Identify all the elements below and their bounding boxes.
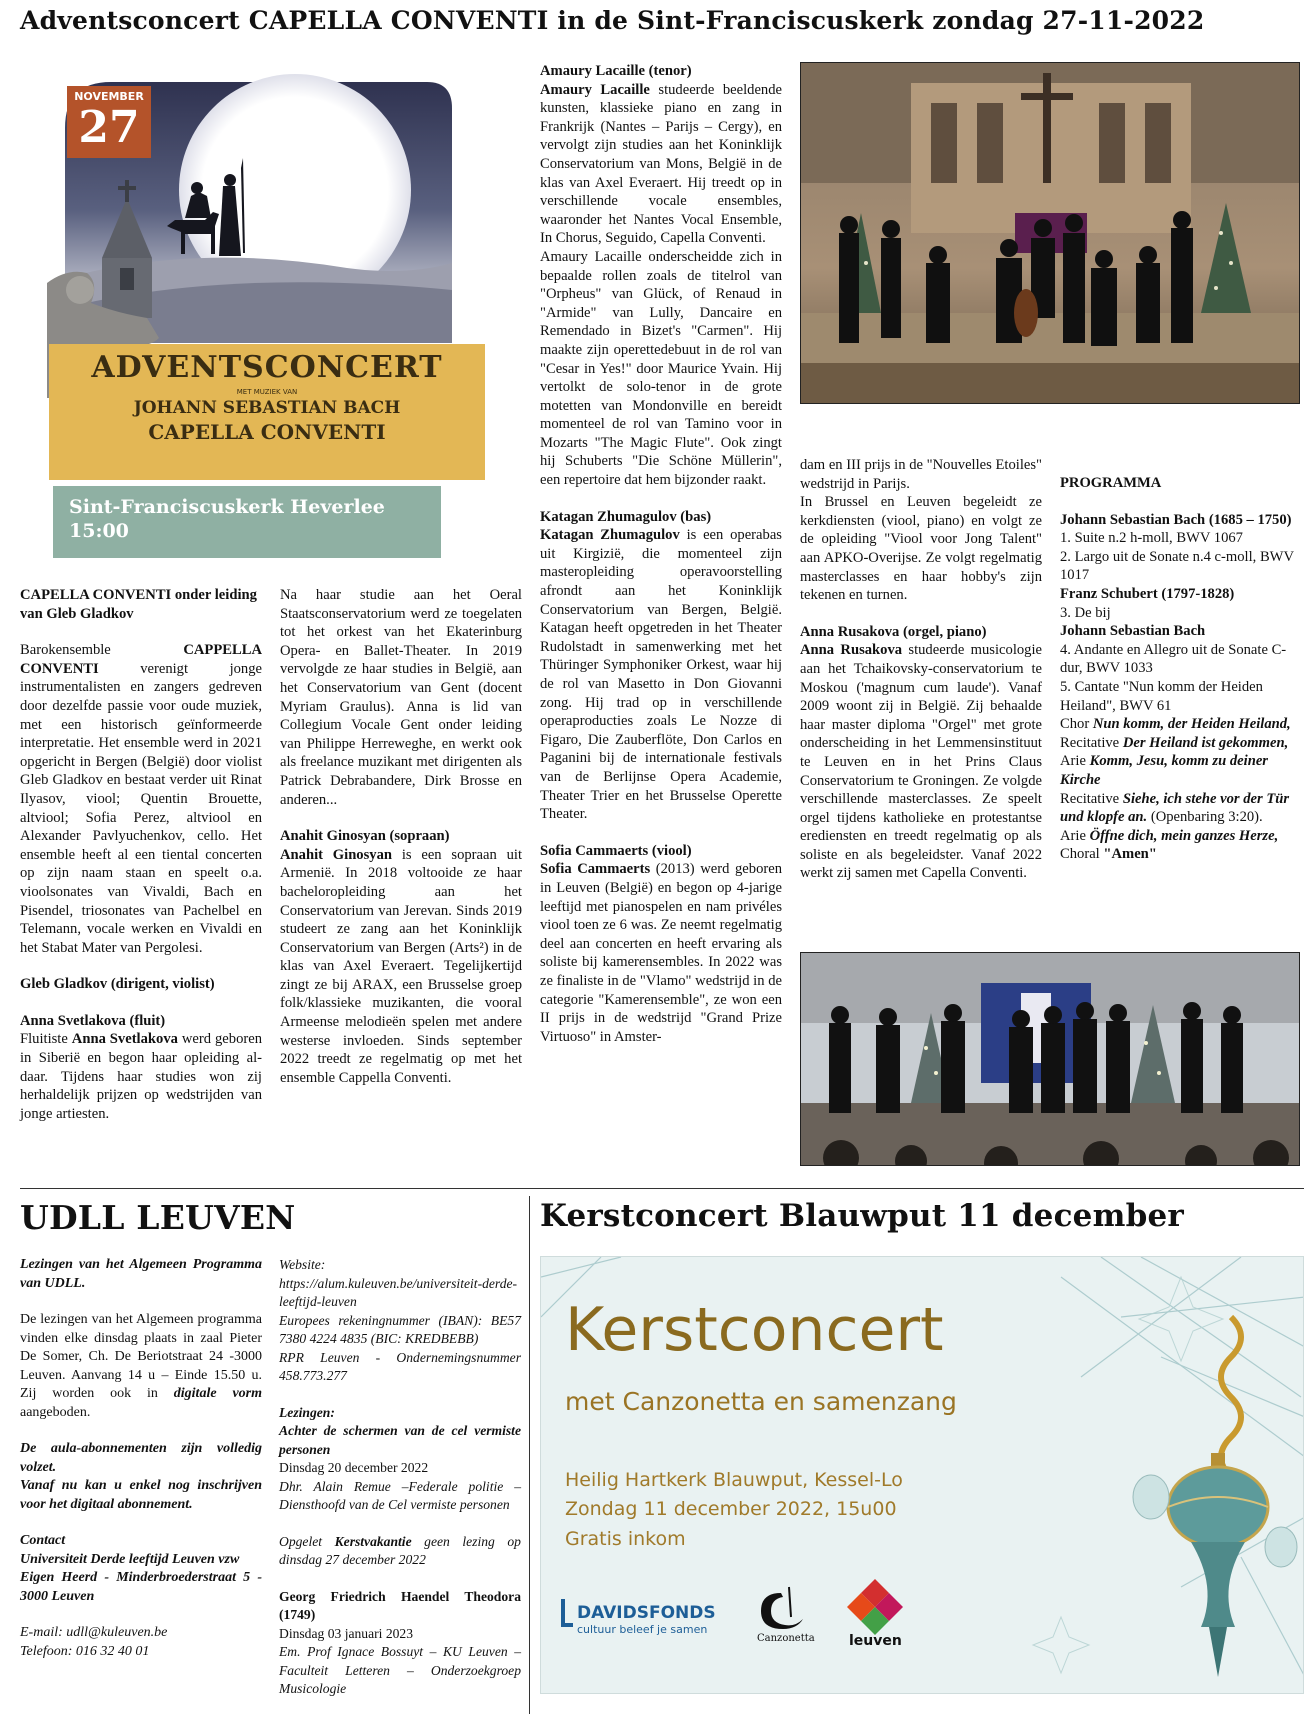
concert-photo-church [800,62,1300,404]
arie2-label: Arie [1060,827,1086,844]
udll-contact-heading: Contact [20,1533,66,1548]
programma-rec-2 [1060,790,1304,827]
programma-bach-1: Johann Sebastian Bach (1685 – 1750) [1060,511,1292,528]
udll-lezingen-end: aangeboden. [20,1404,91,1420]
programma-item-5: 5. Cantate "Nun komm der Heiden Heiland", BWV 61 [1060,678,1263,714]
katagan-paragraph [540,526,782,824]
anna-s-heading: Anna Svetlakova (fluit) [20,1012,166,1029]
programma-heading: PROGRAMMA [1060,475,1162,491]
sofia-text: (2013) werd geboren in Leuven (België) en begon op 4-jarige leeftijd met pianospelen en nam privéles viool toen ze 6 was. Ze neemt regelmatig deel aan concerten en heeft ervaring als soliste bij kamerensembles. In 2022 was ze finaliste in de "Vlamo" wedstrijd in de categorie "Kamerensemble", ze won een II prijs in de wedstrijd "Grand Prize Virtuoso" in Amster- [540,861,782,1045]
amaury-text-1: studeerde beeldende kunsten, klassieke piano en zang in Frankrijk (Nantes – Parijs – Cergy), en vervolgt zijn studies aan het Koninklijk Conservatorium van Mons, België in de klas van Axel Everaert. Hij treedt op in verschillende vocale ensembles, waaronder het Nantes Vocal Ensemble, In Chorus, Seguido, Capella Conventi. [540,81,782,247]
main-headline: Adventsconcert CAPELLA CONVENTI in de Sint-Franciscuskerk zondag 27-11-2022 [20,6,1205,35]
udll-lecture-2-speaker: Em. Prof Ignace Bossuyt – KU Leuven – Faculteit Letteren – Onderzoekgroep Musicologie [279,1644,521,1696]
section-divider-vertical [529,1196,530,1714]
programma-item-2: 2. Largo uit de Sonate n.4 c-moll, BWV 1017 [1060,548,1294,584]
leuven-logo-mark [847,1579,903,1635]
udll-lezingen-paragraph [20,1311,262,1422]
holiday-emphasis: Kerstvakantie [334,1533,412,1549]
sofia-continued-2: In Brussel en Leuven begeleidt ze kerkdiensten (viool, piano) en volgt ze de opleiding "Viool voor Jong Talent" aan APKO-Overijse. Ze volgt regelmatig masterclasses en haar hobby's zijn tekenen en turnen. [800,494,1042,604]
intro-text-rest: verenigt jonge instrumentalisten en zangers gedreven door dezelfde passie voor oude muziek, met een historisch geïnformeerde interpretatie. Het ensemble werd in 2021 opgericht in Bergen (België) door violist Gleb Gladkov en bestaat verder uit Rinat Ilyasov, viool; Quentin Brouette, altviool; Sofia Perez, altviool en Alexander Pavlyuchenkov, cello. Het ensemble heeft al een tiental concerten op zijn naam staan en speelt o.a. vioolsonates van Vivaldi, Bach en Pisendel, triosonates van Pachelbel en Telemann, vocale werken en Vivaldi en het Stabat Mater van Pergolesi. [20,660,262,956]
anna-r-heading: Anna Rusakova (orgel, piano) [800,623,987,640]
udll-website[interactable]: Website: https://alum.kuleuven.be/universiteit-derde-leeftijd-leuven [279,1257,518,1309]
udll-aula-notice-1: De aula-abonnementen zijn volledig volzet. [20,1441,262,1475]
udll-col-1 [20,1256,262,1661]
arie1-label: Arie [1060,753,1086,770]
davidsfonds-logo-text: DAVIDSFONDS [577,1603,716,1623]
kerst-poster-title: Kerstconcert [565,1295,944,1365]
rec1-title: Der Heiland ist gekommen, [1122,734,1289,751]
udll-lecture-1-speaker: Dhr. Alain Remue –Federale politie – Diensthoofd van de Cel vermiste personen [279,1478,521,1512]
choral-label: Choral [1060,846,1100,863]
udll-phone: Telefoon: 016 32 40 01 [20,1643,150,1659]
advent-poster [47,68,487,562]
poster-venue: Sint-Franciscuskerk Heverlee [69,496,385,518]
anahit-name: Anahit Ginosyan [280,846,392,863]
anna-s-paragraph [20,1030,262,1123]
programma-choral [1060,845,1304,864]
canzonetta-logo-text: Canzonetta [757,1633,815,1644]
anna-r-paragraph [800,641,1042,883]
katagan-heading: Katagan Zhumagulov (bas) [540,508,712,525]
anna-s-name: Anna Svetlakova [71,1031,178,1048]
poster-banner-title: ADVENTSCONCERT [91,350,443,385]
programma-schubert: Franz Schubert (1797-1828) [1060,585,1235,602]
udll-rpr: RPR Leuven - Ondernemingsnummer 458.773.277 [279,1349,521,1383]
udll-digital-emphasis: digitale vorm [173,1386,262,1401]
anna-r-name: Anna Rusakova [800,642,903,659]
udll-aula-notice-2: Vanaf nu kan u enkel nog inschrijven voor het digitaal abonnement. [20,1478,262,1512]
udll-contact-org: Universiteit Derde leeftijd Leuven vzw [20,1551,240,1567]
rec1-label: Recitative [1060,734,1120,751]
poster-month: NOVEMBER [74,90,144,103]
poster-time: 15:00 [69,520,129,542]
concert-photo-ensemble [800,952,1300,1166]
udll-title: UDLL LEUVEN [20,1198,296,1237]
amaury-heading: Amaury Lacaille (tenor) [540,63,692,79]
chor-label: Chor [1060,716,1090,733]
rec2-title: Siehe, ich stehe vor der Tür und klopfe an. [1060,790,1290,826]
anahit-paragraph [280,846,522,1088]
arie2-title: Öffne dich, mein ganzes Herze, [1089,827,1279,844]
arie1-title: Komm, Jesu, komm zu deiner Kirche [1060,753,1268,788]
holiday-text: geen lezing op dinsdag 27 december 2022 [279,1533,521,1567]
anna-s-text-rest: werd geboren in Siberië en begon haar opleiding al- daar. Tijdens haar studies won zij herhaldelijk prijzen op wedstrijden van jonge artiesten. [20,1031,262,1122]
kerst-poster-date: Zondag 11 december 2022, 15u00 [565,1498,897,1520]
programma-item-1: 1. Suite n.2 h-moll, BWV 1067 [1060,530,1243,547]
poster-day: 27 [78,102,140,153]
anna-r-text: studeerde musicologie aan het Tchaikovsky-conservatorium te Moskou ('magnum cum laude'). Vanaf 2009 woont zij in België. Zij behaalde haar master diploma "Orgel" met grote onderscheiding in het Lemmensinstituut te Leuven en in het Prins Claus Conservatorium te Groningen. Ze volgde verschillende masterclasses. Ze speelt orgel tijdens katholieke en protestantse erediensten en treedt regelmatig op als soliste en als begeleidster. Vanaf 2022 werkt zij samen met Capella Conventi. [800,642,1043,882]
programma-item-3: 3. De bij [1060,604,1111,621]
section-divider-horizontal [20,1188,1304,1189]
article-col-3 [540,62,782,1046]
leuven-logo-text: leuven [849,1633,902,1649]
article-col-4 [800,456,1042,883]
katagan-text: is een operabas uit Kirgizië, die momenteel zijn masteropleiding operavoorstelling afrondt aan het Koninklijk Conservatorium van Bergen, België. Katagan heeft opgetreden in het Theater Rudolstadt in samenwerking met het Thüringer Symphoniker Orkest, waar hij de rol van Masetto in Don Giovanni zong. Hij trad op in verschillende operaproducties zoals Le Nozze di Figaro, Die Zauberflöte, Don Carlos en Paganini bij de internationale festivals van de Berlijnse Opera Academie, Theater Trier en het Brusselse Operette Theater. [540,527,782,823]
choral-title: "Amen" [1103,846,1157,863]
amaury-paragraph-1 [540,81,782,248]
sofia-heading: Sofia Cammaerts (viool) [540,842,692,859]
udll-contact-address: Eigen Heerd - Minderbroederstraat 5 - 3000 Leuven [20,1570,262,1604]
anna-s-continued: Na haar studie aan het Oeral Staatsconservatorium werd ze toegelaten tot het orkest van het Ekaterinburg Opera- en Ballet-Theater. In 2019 vervolgde ze haar studies in België, aan het Conservatorium van Gent (docent Myriam Graulus). Anna is lid van Collegium Vocale Gent onder leiding van Philippe Herreweghe, en werkt ook als freelance muzikant met dirigenten als Patrick Debrabandere, Dirk Brosse en anderen... [280,587,522,808]
intro-paragraph [20,641,262,957]
amaury-name: Amaury Lacaille [540,81,650,98]
kerst-poster-venue: Heilig Hartkerk Blauwput, Kessel-Lo [565,1469,903,1491]
holiday-prefix: Opgelet [279,1533,323,1549]
udll-lecture-1-date: Dinsdag 20 december 2022 [279,1460,429,1475]
gleb-heading: Gleb Gladkov (dirigent, violist) [20,976,215,993]
article-col-2 [280,586,522,1087]
intro-heading: CAPELLA CONVENTI onder leiding van Gleb Gladkov [20,587,257,622]
udll-holiday-notice [279,1533,521,1570]
sofia-name: Sofia Cammaerts [540,861,651,878]
programma-bach-2: Johann Sebastian Bach [1060,623,1206,640]
programma-chor [1060,715,1304,734]
udll-lecture-2-date: Dinsdag 03 januari 2023 [279,1625,414,1641]
poster-banner-composer: JOHANN SEBASTIAN BACH [133,398,401,418]
anahit-heading: Anahit Ginosyan (sopraan) [280,828,450,845]
kerst-title: Kerstconcert Blauwput 11 december [540,1198,1184,1234]
kerst-poster-subtitle: met Canzonetta en samenzang [565,1387,957,1416]
udll-lezingen-heading: Lezingen van het Algemeen Programma van UDLL. [20,1257,262,1291]
udll-lecture-2-title: Georg Friedrich Haendel Theodora (1749) [279,1588,521,1622]
udll-col-2 [279,1256,521,1699]
anahit-text: is een sopraan uit Armenië. In 2018 voltooide ze haar bacheloropleiding aan het Conservatorium van Jerevan. Sinds 2019 studeert ze zang aan het Koninklijk Conservatorium van Bergen (Arts²) in de klas van Axel Everaert. Tegelijkertijd zingt ze bij ARAX, een Brusselse groep folk/klassieke muzikanten, die vooral Armeense melodieën spelen met andere westerse invloeden. Sinds september 2022 treedt ze regelmatig op met het ensemble Cappella Conventi. [280,846,522,1086]
programma-item-4: 4. Andante en Allegro uit de Sonate C-dur, BWV 1033 [1060,641,1287,677]
intro-ensemble-name: CAPPELLA CONVENTI [20,642,262,677]
udll-email: E-mail: udll@kuleuven.be [20,1625,168,1640]
intro-text-start: Barokensemble [20,642,111,659]
davidsfonds-logo-mark [563,1599,573,1625]
katagan-name: Katagan Zhumagulov [540,527,680,544]
amaury-paragraph-2: Amaury Lacaille onderscheidde zich in bepaalde rollen zoals de titelrol van "Orpheus" van Glück, of Renaud in "Armide" van Lully, Dancaire en Remendado in Bizet's "Carmen". Hij maakte zijn operettedebuut in de rol van "Cesar in Yes!" door Maurice Yvain. Hij vertolkt de solo-tenor in de grote motetten van Mondonville en bereidt momenteel de rol van Tamino voor in Mozarts "The Magic Flute". Ook zingt hij Schuberts "Die Schöne Müllerin", een repertoire dat hem bijzonder raakt. [540,248,782,489]
udll-iban: Europees rekeningnummer (IBAN): BE57 7380 4224 4835 (BIC: KREDBEBB) [279,1312,521,1346]
poster-banner-ensemble: CAPELLA CONVENTI [148,420,386,444]
canzonetta-logo-mark [761,1587,803,1629]
kerst-poster-entry: Gratis inkom [565,1528,686,1550]
chor-title: Nun komm, der Heiden Heiland, [1092,716,1291,733]
kerst-poster [540,1256,1304,1694]
sofia-continued: dam en III prijs in de "Nouvelles Etoiles" wedstrijd in Parijs. [800,457,1042,492]
anna-s-text-start: Fluitiste [20,1031,68,1048]
programma-rec-1 [1060,734,1304,753]
article-col-1 [20,586,262,1123]
programma-arie-2 [1060,827,1304,846]
davidsfonds-logo-subtext: cultuur beleef je samen [577,1623,708,1636]
programma-column [1060,474,1304,864]
sofia-paragraph [540,860,782,1046]
udll-lecture-1-title: Achter de schermen van de cel vermiste personen [279,1423,521,1457]
ornament-teal [1168,1453,1268,1677]
udll-lezingen-text: De lezingen van het Algemeen programma vinden elke dinsdag plaats in zaal Pieter De Somer, Ch. De Beriotstraat 24 -3000 Leuven. Aanvang 14 u – Einde 15.50 u. Zij worden ook in [20,1312,262,1401]
programma-arie-1 [1060,752,1304,789]
rec2-label: Recitative [1060,790,1120,807]
poster-banner-sub: MET MUZIEK VAN [236,388,298,396]
udll-lezingen-list-heading: Lezingen: [279,1404,335,1420]
rec2-reference: (Openbaring 3:20). [1150,809,1263,826]
